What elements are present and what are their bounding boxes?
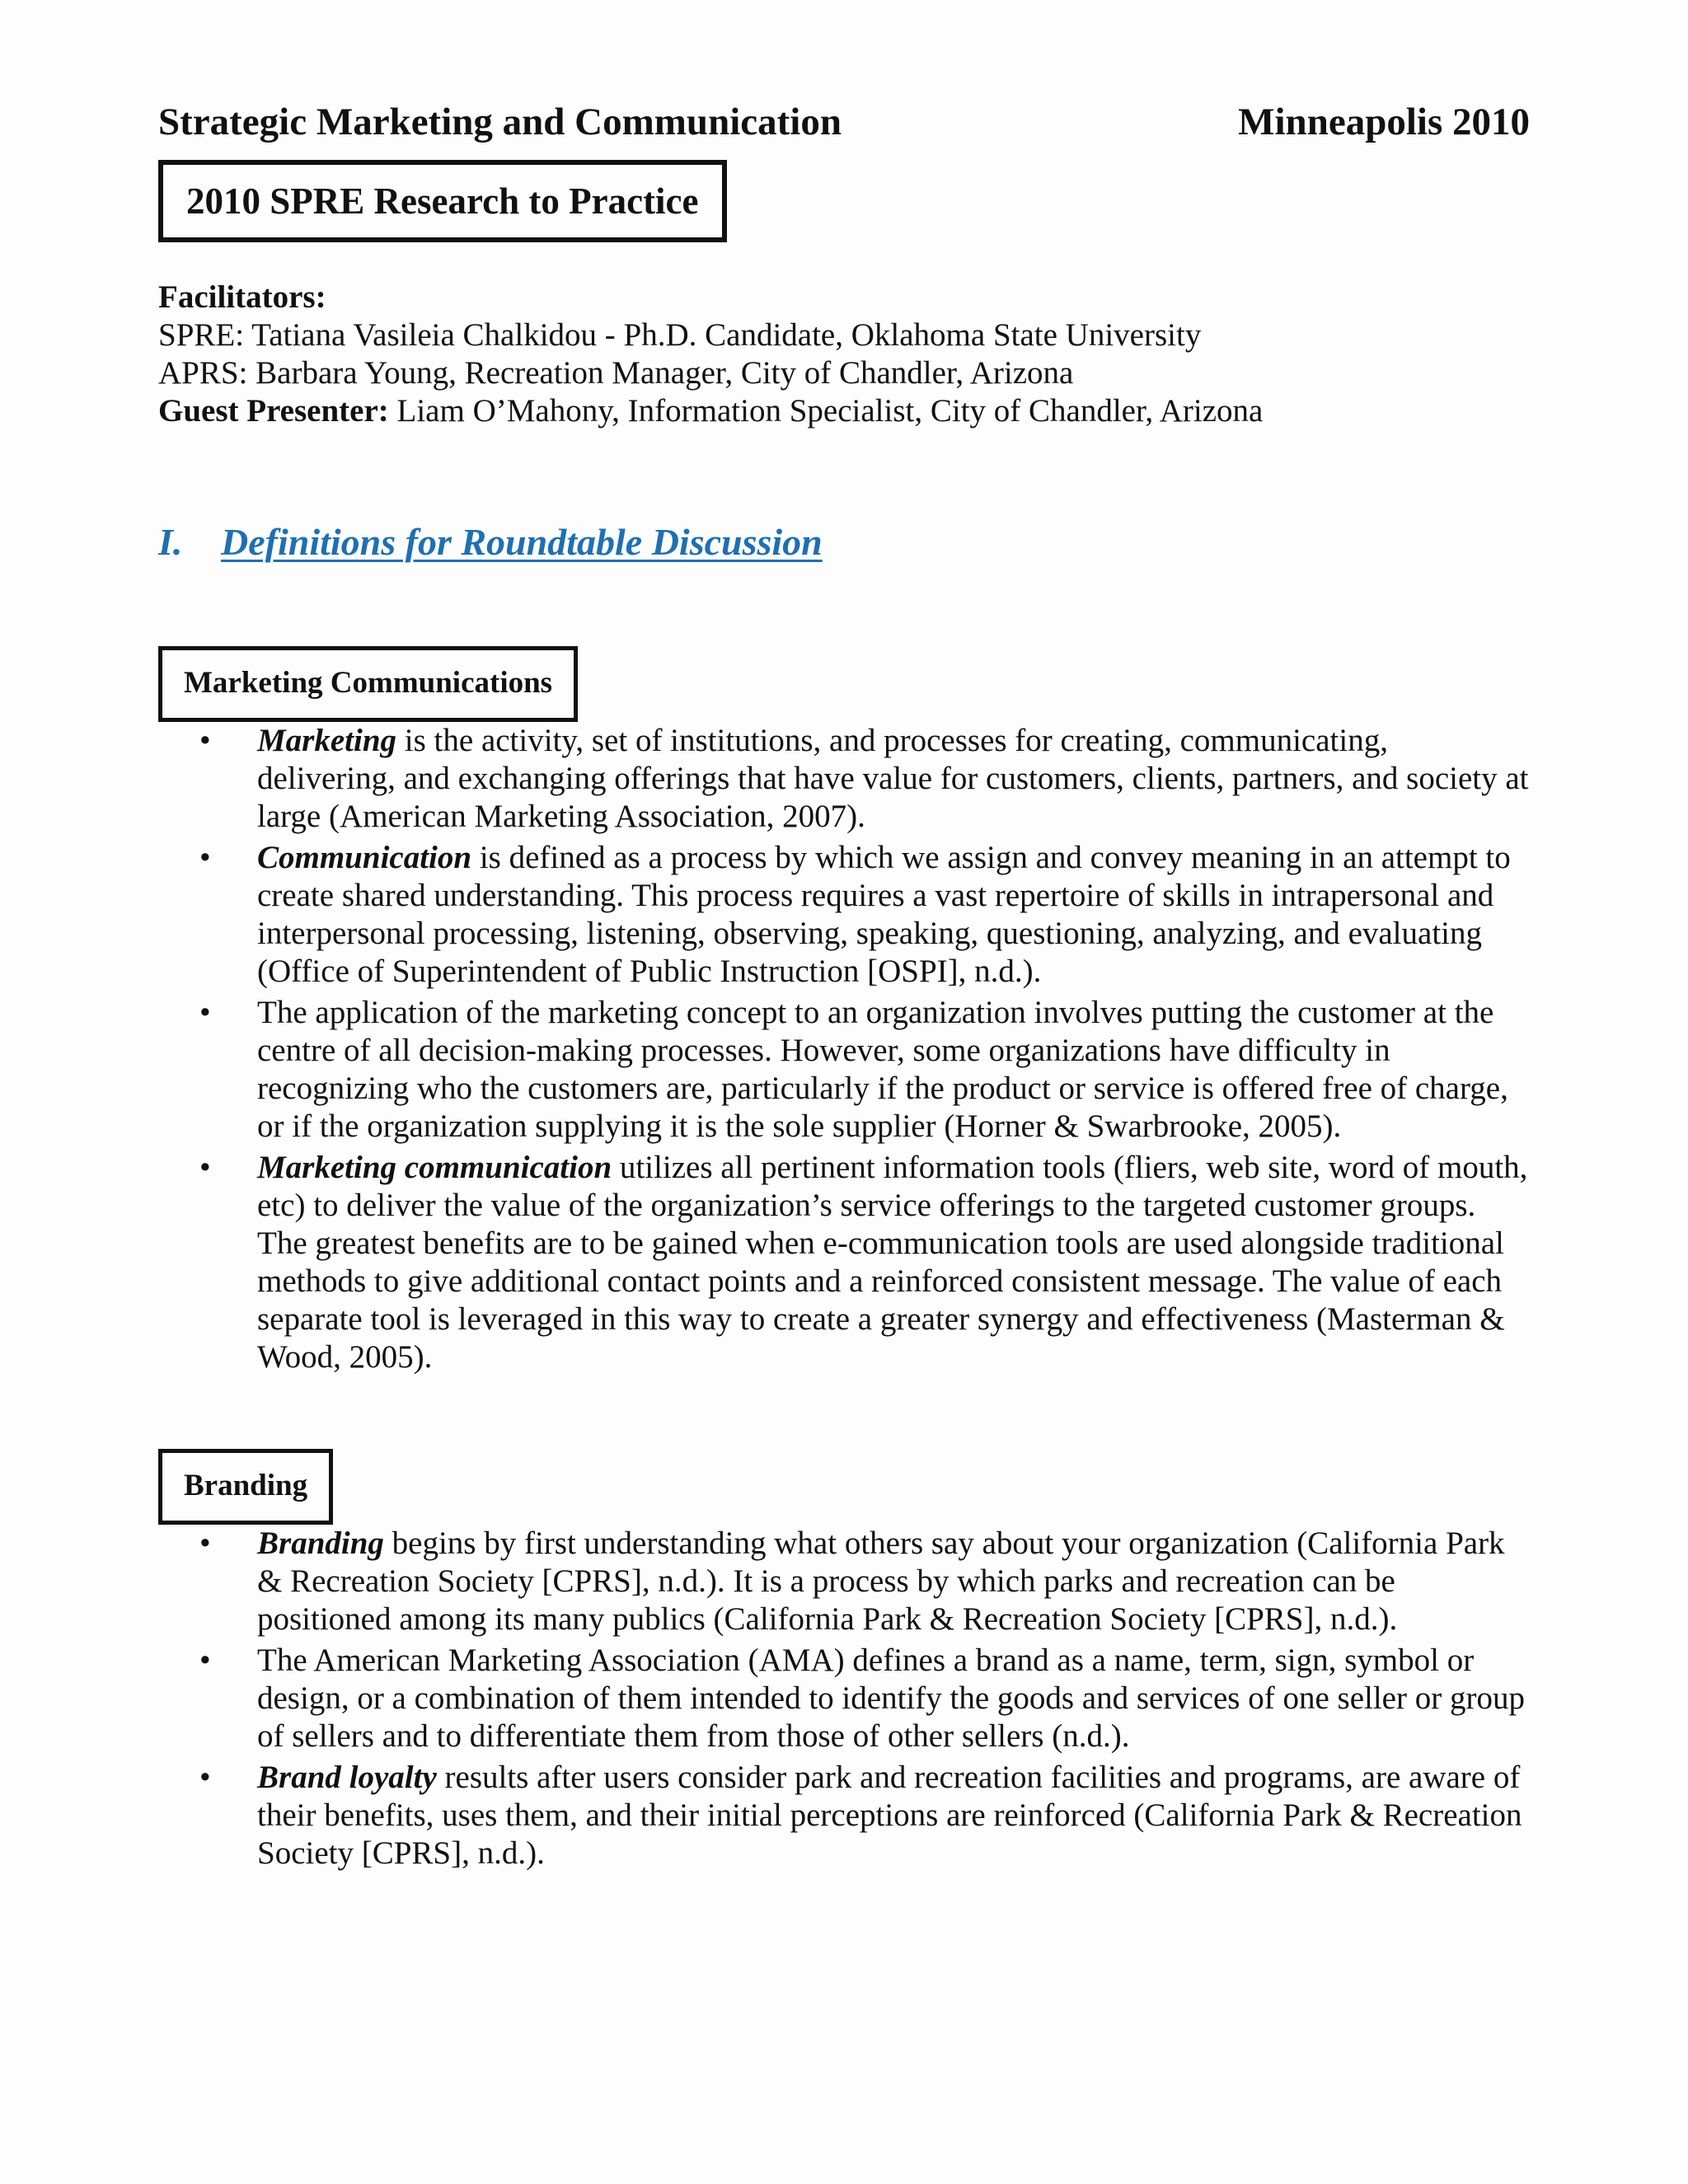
definition-text: begins by first understanding what others say about your organization (California Park & Recreation Society [CPRS], n.d.). It is a process by which parks and recreation can be positioned among its many publics (California Park & Recreation Society [CPRS], n.d.).: [257, 1526, 1505, 1637]
facilitators-block: [158, 279, 1530, 430]
section-heading: [158, 519, 1530, 565]
bullet-icon: •: [199, 723, 211, 758]
definition-term: Brand loyalty: [257, 1760, 437, 1795]
list-item: [199, 1149, 1530, 1376]
section-title-link[interactable]: Definitions for Roundtable Discussion: [221, 521, 823, 563]
definition-text: is defined as a process by which we assign and convey meaning in an attempt to create shared understanding. This process requires a vast repertoire of skills in intrapersonal and interpersonal processing, listening, observing, speaking, questioning, analyzing, and evaluating (Office of Superintendent of Public Instruction [OSPI], n.d.).: [257, 840, 1511, 989]
definition-term: Marketing: [257, 723, 397, 758]
facilitator-spre: SPRE: Tatiana Vasileia Chalkidou - Ph.D. Candidate, Oklahoma State University: [158, 317, 1202, 353]
guest-presenter-label: Guest Presenter:: [158, 393, 389, 429]
document-title: Strategic Marketing and Communication: [158, 101, 842, 143]
definition-text: The American Marketing Association (AMA) defines a brand as a name, term, sign, symbol or design, or a combination of them intended to identify the goods and services of one seller or group of sellers and to differentiate them from those of other sellers (n.d.).: [257, 1643, 1525, 1754]
guest-presenter-name: Liam O’Mahony, Information Specialist, City of Chandler, Arizona: [388, 393, 1264, 429]
definition-term: Branding: [257, 1526, 384, 1561]
list-item: [199, 722, 1530, 836]
branding-list: [158, 1525, 1530, 1872]
facilitators-label: Facilitators:: [158, 279, 326, 315]
definition-text: is the activity, set of institutions, and processes for creating, communicating, delivering, and exchanging offerings that have value for customers, clients, partners, and society at large (American Marketing Association, 2007).: [257, 723, 1529, 834]
marketing-communications-list: [158, 722, 1530, 1376]
marketing-communications-label: Marketing Communications: [158, 646, 578, 722]
bullet-icon: •: [199, 995, 211, 1030]
list-item: [199, 1759, 1530, 1872]
bullet-icon: •: [199, 1760, 211, 1795]
definition-text: results after users consider park and recreation facilities and programs, are aware of their benefits, uses them, and their initial perceptions are reinforced (California Park & Recreation Society [CPRS], n.d.).: [257, 1760, 1522, 1871]
guest-presenter: [158, 392, 1530, 430]
bullet-icon: •: [199, 1150, 211, 1185]
definition-term: Communication: [257, 840, 472, 875]
list-item: [199, 1525, 1530, 1638]
branding-label: Branding: [158, 1449, 333, 1525]
definition-term: Marketing communication: [257, 1150, 612, 1185]
bullet-icon: •: [199, 840, 211, 875]
definition-text: The application of the marketing concept to an organization involves putting the customer at the centre of all decision-making processes. However, some organizations have difficulty in recognizing who the customers are, particularly if the product or service is offered free of charge, or if the organization supplying it is the sole supplier (Horner & Swarbrooke, 2005).: [257, 995, 1508, 1144]
event-location-year: Minneapolis 2010: [1238, 101, 1530, 143]
list-item: [199, 839, 1530, 991]
section-number: I.: [158, 521, 183, 563]
document-page: [158, 92, 1530, 1872]
list-item: [199, 1642, 1530, 1755]
list-item: [199, 994, 1530, 1146]
boxed-title: 2010 SPRE Research to Practice: [158, 160, 727, 242]
definition-text: utilizes all pertinent information tools (fliers, web site, word of mouth, etc) to deliver the value of the organization’s service offerings to the targeted customer groups. The greatest benefits are to be gained when e-communication tools are used alongside traditional methods to give additional contact points and a reinforced consistent message. The value of each separate tool is leveraged in this way to create a greater synergy and effectiveness (Masterman & Wood, 2005).: [257, 1150, 1528, 1375]
facilitator-aprs: APRS: Barbara Young, Recreation Manager, City of Chandler, Arizona: [158, 355, 1074, 391]
bullet-icon: •: [199, 1643, 211, 1678]
bullet-icon: •: [199, 1526, 211, 1561]
page-header: [158, 92, 1530, 152]
